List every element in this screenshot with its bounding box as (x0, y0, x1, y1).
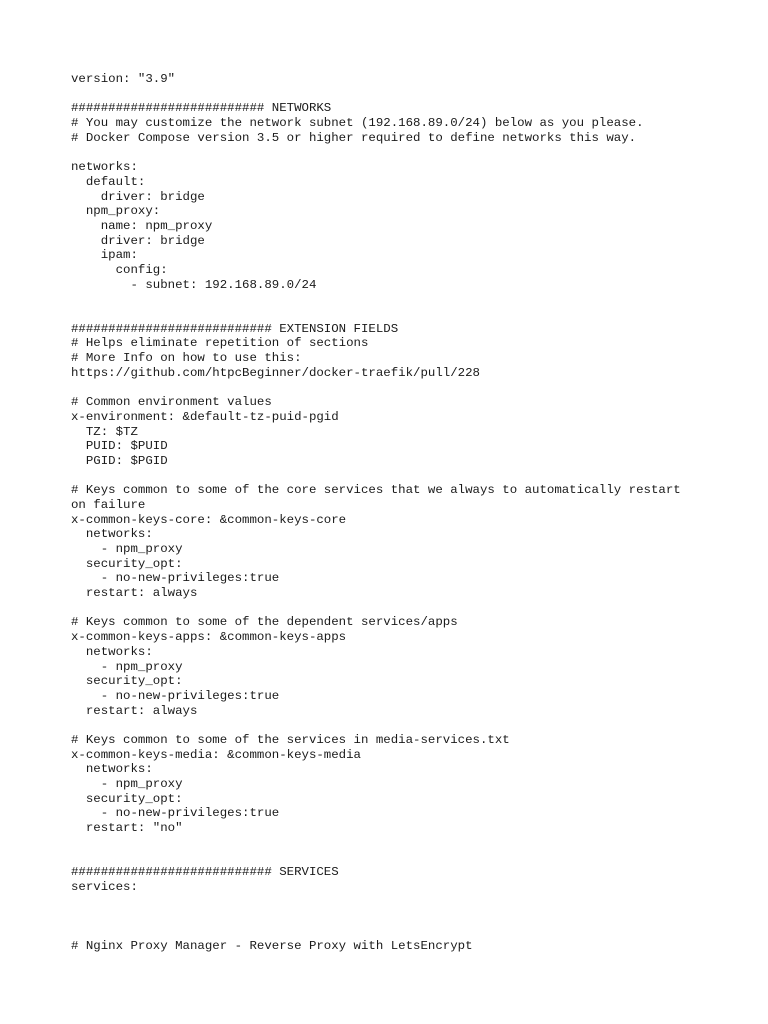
code-line: security_opt: (71, 556, 183, 571)
code-line: # Keys common to some of the dependent services/apps (71, 615, 458, 630)
code-line (71, 850, 731, 865)
code-line: PGID: $PGID (71, 453, 168, 468)
code-line: networks: (71, 762, 153, 777)
code-line: https://github.com/htpcBeginner/docker-traefik/pull/228 (71, 365, 480, 380)
code-line: - subnet: 192.168.89.0/24 (71, 277, 317, 292)
compose-file-text (71, 72, 731, 953)
code-line: restart: "no" (71, 821, 183, 836)
code-line: restart: always (71, 703, 198, 718)
code-line: x-common-keys-apps: &common-keys-apps (71, 630, 347, 645)
code-line (71, 292, 731, 307)
code-line: version: "3.9" (71, 72, 176, 86)
code-line (71, 718, 731, 733)
code-line (71, 895, 731, 910)
code-line: x-common-keys-media: &common-keys-media (71, 747, 361, 762)
code-line: # Nginx Proxy Manager - Reverse Proxy with LetsEncrypt (71, 938, 473, 953)
code-line: name: npm_proxy (71, 218, 213, 233)
code-line: # Keys common to some of the core services that we always to automatically restart (71, 483, 681, 498)
code-line: driver: bridge (71, 189, 205, 204)
code-line: # Docker Compose version 3.5 or higher required to define networks this way. (71, 130, 637, 145)
code-line: services: (71, 879, 138, 894)
code-line (71, 601, 731, 616)
code-line: PUID: $PUID (71, 439, 168, 454)
code-line: # More Info on how to use this: (71, 351, 302, 366)
code-line: ########################## NETWORKS (71, 101, 332, 116)
code-line (71, 145, 731, 160)
code-line: networks: (71, 160, 138, 175)
code-line (71, 836, 731, 851)
code-line: # Common environment values (71, 395, 272, 410)
code-line: x-environment: &default-tz-puid-pgid (71, 409, 339, 424)
code-line (71, 380, 731, 395)
code-line: - npm_proxy (71, 659, 183, 674)
code-line: ########################### SERVICES (71, 865, 339, 880)
code-line: - no-new-privileges:true (71, 688, 280, 703)
code-line: networks: (71, 527, 153, 542)
code-line (71, 87, 731, 102)
code-line: ########################### EXTENSION FIELDS (71, 321, 399, 336)
code-line: npm_proxy: (71, 204, 161, 219)
code-line: networks: (71, 644, 153, 659)
code-line: restart: always (71, 586, 198, 601)
document-page (71, 72, 731, 953)
code-line (71, 924, 731, 939)
code-line: # You may customize the network subnet (192.168.89.0/24) below as you please. (71, 116, 644, 131)
code-line: security_opt: (71, 791, 183, 806)
code-line: x-common-keys-core: &common-keys-core (71, 512, 347, 527)
code-line: TZ: $TZ (71, 424, 138, 439)
code-line (71, 307, 731, 322)
code-line: on failure (71, 497, 146, 512)
code-line: # Keys common to some of the services in media-services.txt (71, 732, 510, 747)
code-line: - npm_proxy (71, 777, 183, 791)
code-line: - npm_proxy (71, 542, 183, 556)
code-line: security_opt: (71, 674, 183, 689)
code-line: - no-new-privileges:true (71, 571, 280, 586)
code-line: # Helps eliminate repetition of sections (71, 336, 369, 351)
code-line (71, 909, 731, 924)
code-line (71, 469, 731, 484)
code-line: default: (71, 174, 146, 189)
code-line: driver: bridge (71, 233, 205, 248)
code-line: config: (71, 262, 168, 277)
code-line: - no-new-privileges:true (71, 806, 280, 821)
code-line: ipam: (71, 248, 138, 263)
